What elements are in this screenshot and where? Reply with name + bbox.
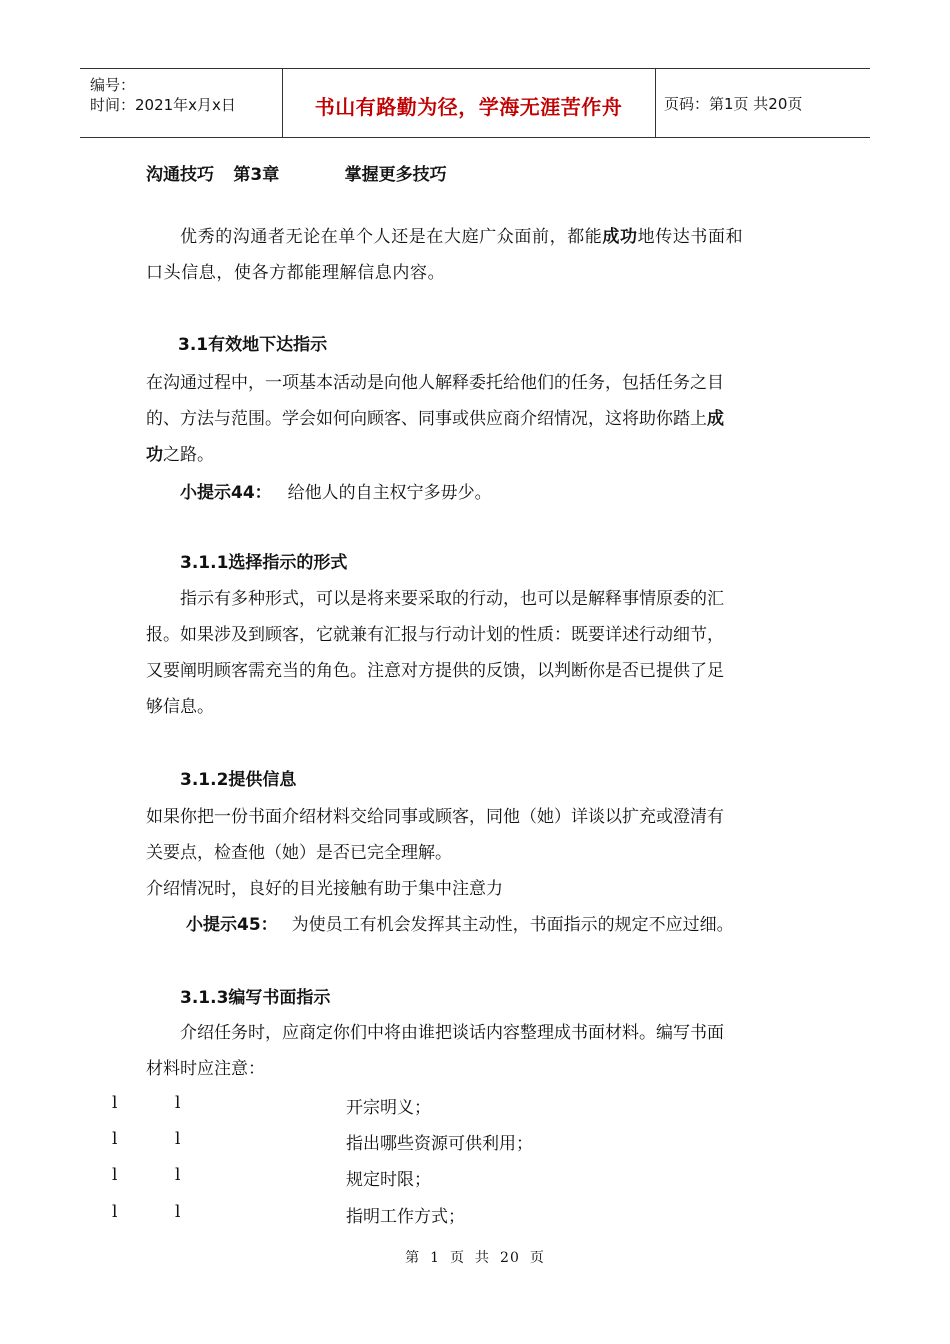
tip-line [186,910,734,935]
intro-bold: 成功 [602,227,638,247]
header-divider [655,69,656,137]
section-heading: 3.1.2提供信息 [180,770,297,790]
paragraph-bold: 成 [707,409,724,429]
tip-text: 为使员工有机会发挥其主动性，书面指示的规定不应过细。 [291,915,734,935]
list-bullet: l [175,1129,181,1149]
list-item-text: 规定时限； [346,1170,431,1190]
list-bullet: l [175,1202,181,1222]
section-heading: 3.1有效地下达指示 [178,335,328,355]
list-bullet: l [112,1129,118,1149]
page-header [80,68,870,138]
chapter-title: 掌握更多技巧 [344,165,447,185]
section-heading: 3.1.3编写书面指示 [180,988,331,1008]
list-bullet: l [175,1093,181,1113]
list-item-text: 指出哪些资源可供利用； [346,1134,533,1154]
paragraph-line: 指示有多种形式，可以是将来要采取的行动，也可以是解释事情原委的汇 [180,589,724,609]
paragraph-line [146,440,214,465]
tip-text: 给他人的自主权宁多毋少。 [287,483,492,503]
tip-label: 小提示45： [186,915,278,935]
list-item-text: 指明工作方式； [346,1207,465,1227]
chapter-course: 沟通技巧 [146,165,214,185]
chapter-heading [146,160,447,185]
paragraph-line: 介绍情况时，良好的目光接触有助于集中注意力 [146,879,503,899]
footer-text: 共 [475,1250,491,1266]
footer-page-number: 1 [430,1250,441,1266]
header-meta [90,75,236,115]
list-bullet: l [112,1093,118,1113]
intro-text: 地传达书面和 [637,227,744,247]
intro-line: 口头信息，使各方都能理解信息内容。 [146,263,446,283]
paragraph-line: 介绍任务时，应商定你们中将由谁把谈话内容整理成书面材料。编写书面 [180,1023,724,1043]
paragraph-line: 在沟通过程中，一项基本活动是向他人解释委托给他们的任务，包括任务之目 [146,373,724,393]
tip-line [180,478,492,503]
list-bullet: l [175,1165,181,1185]
page-footer [0,1247,950,1267]
paragraph-line: 材料时应注意： [146,1059,265,1079]
paragraph-line [146,404,724,429]
footer-text: 第 [405,1250,421,1266]
header-motto: 书山有路勤为径，学海无涯苦作舟 [314,95,623,119]
tip-label: 小提示44： [180,483,272,503]
date-label: 时间：2021年x月x日 [90,96,236,114]
paragraph-text: 的、方法与范围。学会如何向顾客、同事或供应商介绍情况，这将助你踏上 [146,409,707,429]
footer-text: 页 [450,1250,466,1266]
paragraph-line: 报。如果涉及到顾客，它就兼有汇报与行动计划的性质：既要详述行动细节， [146,625,724,645]
section-heading: 3.1.1选择指示的形式 [180,553,348,573]
chapter-number: 第3章 [233,165,280,185]
intro-text: 优秀的沟通者无论在单个人还是在大庭广众面前，都能 [180,227,603,247]
number-label: 编号： [90,76,136,94]
list-bullet: l [112,1165,118,1185]
paragraph-bold: 功 [146,445,163,465]
header-page-info: 页码：第1页 共20页 [664,95,803,113]
paragraph-line: 又要阐明顾客需充当的角色。注意对方提供的反馈，以判断你是否已提供了足 [146,661,724,681]
list-item-text: 开宗明义； [346,1098,431,1118]
paragraph-text: 之路。 [163,445,214,465]
paragraph-line: 关要点，检查他（她）是否已完全理解。 [146,843,452,863]
intro-line [180,222,743,247]
list-bullet: l [112,1202,118,1222]
footer-text: 页 [529,1250,545,1266]
paragraph-line: 如果你把一份书面介绍材料交给同事或顾客，同他（她）详谈以扩充或澄清有 [146,807,724,827]
paragraph-line: 够信息。 [146,697,214,717]
footer-total-pages: 20 [500,1250,520,1266]
